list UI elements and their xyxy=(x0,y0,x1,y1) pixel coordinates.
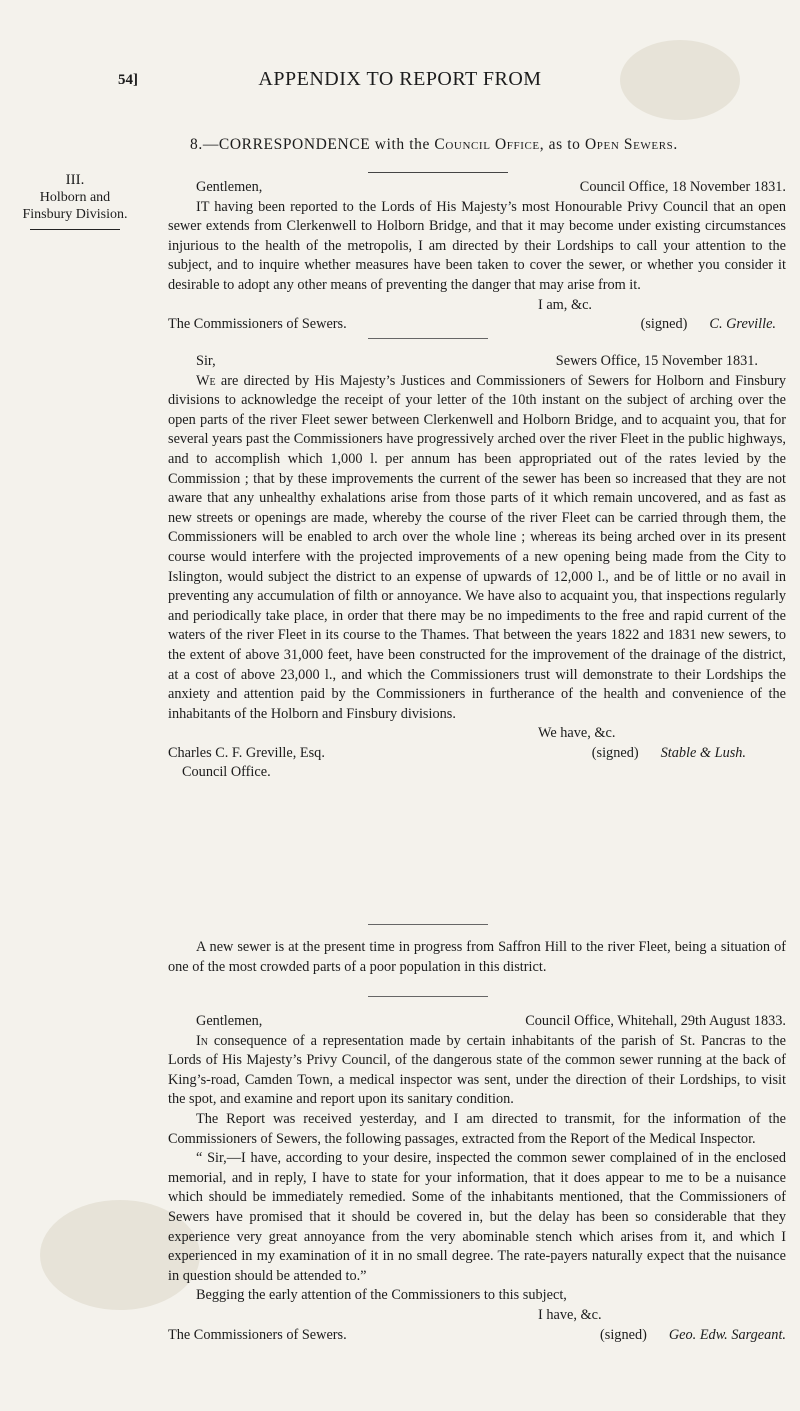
section-heading xyxy=(190,136,678,154)
addressee: The Commissioners of Sewers. xyxy=(168,316,347,333)
body-text: are directed by His Majesty’s Justices and Commissioners of Sewers for Holborn and Finsbury divisions to acknowledge the receipt of your letter of the 10th instant on the subject of arching over the open parts of the river Fleet sewer between Clerkenwell and Holborn Bridge, and to acquaint you, that for several years past the Commissioners have progressively arched over the river Fleet in the public highways, and to accomplish which 1,000 l. per annum has been appropriated out of the rates levied by the Commission ; that by these improvements the current of the sewer has been so increased that they are not aware that any unhealthy exhalations arise from those parts of it which remain uncovered, and as fast as new streets or openings are made, whereby the course of the river Fleet can be carried through them, the Commissioners will be enabled to arch over the whole line ; whereas its being arched over in its present course would interfere with the projected improvements of a new opening being made from the City to Islington, would subject the district to an expense of upwards of 12,000 l., and be of little or no avail in preventing any accumulation of filth or annoyance. We have also to acquaint you, that inspections regularly and periodically take place, in order that there may be no impediments to the free and rapid current of the waters of the river Fleet in its course to the Thames. That between the years 1822 and 1831 new sewers, to the extent of above 31,000 feet, have been constructed for the improvement of the drainage of the district, at a cost of above 23,000 l., and which the Commissioners trust will demonstrate to their Lordships the anxiety and attention paid by the Commissioners in furtherance of the health and convenience of the inhabitants of the Holborn and Finsbury divisions. xyxy=(168,372,786,722)
signature-line xyxy=(168,1326,786,1346)
first-word: We xyxy=(196,372,216,389)
margin-note xyxy=(0,172,150,230)
section-number: 8. xyxy=(190,136,203,153)
signature: Stable & Lush. xyxy=(660,744,746,761)
letter-paragraph: Begging the early attention of the Commissioners to this subject, xyxy=(196,1287,567,1304)
addressee-line-2: Council Office. xyxy=(182,764,271,781)
salutation: Gentlemen, xyxy=(196,179,263,195)
closing: We have, &c. xyxy=(538,725,616,742)
addressee: Charles C. F. Greville, Esq. xyxy=(168,744,325,761)
signature-line xyxy=(168,744,786,764)
closing: I have, &c. xyxy=(538,1306,602,1323)
letter-heading xyxy=(168,178,786,198)
signature-line xyxy=(168,315,786,335)
place-date: Council Office, 18 November 1831. xyxy=(579,179,786,195)
margin-rule xyxy=(30,229,120,230)
signed-label: (signed) xyxy=(640,316,688,333)
letter-2 xyxy=(168,352,786,783)
heading-rule xyxy=(368,172,508,173)
closing: I am, &c. xyxy=(538,296,592,313)
letter-3 xyxy=(168,1012,786,1345)
section-title-part: —CORRESPONDENCE with the xyxy=(202,136,435,153)
salutation: Gentlemen, xyxy=(196,1013,263,1029)
page-number: 54] xyxy=(118,72,138,88)
letter-heading xyxy=(168,1012,786,1032)
salutation: Sir, xyxy=(196,353,216,369)
place-date: Council Office, Whitehall, 29th August 1833. xyxy=(525,1013,786,1029)
margin-line: Holborn and xyxy=(39,190,111,205)
separator-rule xyxy=(368,338,488,339)
section-title-part: , as to xyxy=(539,136,586,153)
section-title-part: Open Sewers. xyxy=(585,136,678,153)
signature: C. Greville. xyxy=(709,316,776,333)
letter-body: IT having been reported to the Lords of His Majesty’s most Honourable Privy Council that an open sewer extends from Clerkenwell to Holborn Bridge, and that it may become under existing circumstances injurious to the health of the metropolis, I am directed by their Lordships to call your attention to the subject, and to inquire whether measures have been taken to cover the sewer, or whether you consider it desirable to adopt any other means of preventing the danger that may arise from it. xyxy=(168,198,786,293)
first-word: In xyxy=(196,1032,208,1049)
note-body: A new sewer is at the present time in progress from Saffron Hill to the river Fleet, being a situation of one of the most crowded parts of a poor population in this district. xyxy=(168,939,786,975)
note-block xyxy=(168,938,786,977)
letter-heading xyxy=(168,352,786,372)
separator-rule xyxy=(368,924,488,925)
letter-paragraph: The Report was received yesterday, and I am directed to transmit, for the information of the Commissioners of Sewers, the following passages, extracted from the Report of the Medical Inspector. xyxy=(168,1110,786,1147)
place-date: Sewers Office, 15 November 1831. xyxy=(555,353,758,369)
margin-numeral: III. xyxy=(65,172,85,188)
running-title: APPENDIX TO REPORT FROM xyxy=(258,68,542,90)
section-title-part: Council Office xyxy=(434,136,540,153)
letter-body xyxy=(168,1032,786,1110)
signed-label: (signed) xyxy=(600,1326,647,1343)
signed-label: (signed) xyxy=(591,744,639,761)
quoted-report: “ Sir,—I have, according to your desire, inspected the common sewer complained of in the enclosed memorial, and in reply, I have to state for your information, that it does appear to me to be a nuisance which should be immediately remedied. Some of the inhabitants mentioned, that the Commissioners of Sewers have promised that it should be covered in, but the delay has been so considerable that they experience very great annoyance from the very abominable stench which arises from it, and which I experienced in my examination of it in no small degree. The rate-payers naturally expect that the nuisance in question should be attended to.” xyxy=(168,1150,786,1284)
margin-line: Finsbury Division. xyxy=(22,207,128,222)
letter-1 xyxy=(168,178,786,335)
body-text: consequence of a representation made by certain inhabitants of the parish of St. Pancras to the Lords of His Majesty’s Privy Council, of the dangerous state of the common sewer running at the back of King’s-road, Camden Town, a medical inspector was sent, under the direction of their Lordships, to visit the spot, and examine and report upon its sanitary condition. xyxy=(168,1032,786,1108)
addressee: The Commissioners of Sewers. xyxy=(168,1326,347,1343)
signature: Geo. Edw. Sargeant. xyxy=(668,1326,786,1343)
letter-body xyxy=(168,372,786,725)
separator-rule xyxy=(368,996,488,997)
